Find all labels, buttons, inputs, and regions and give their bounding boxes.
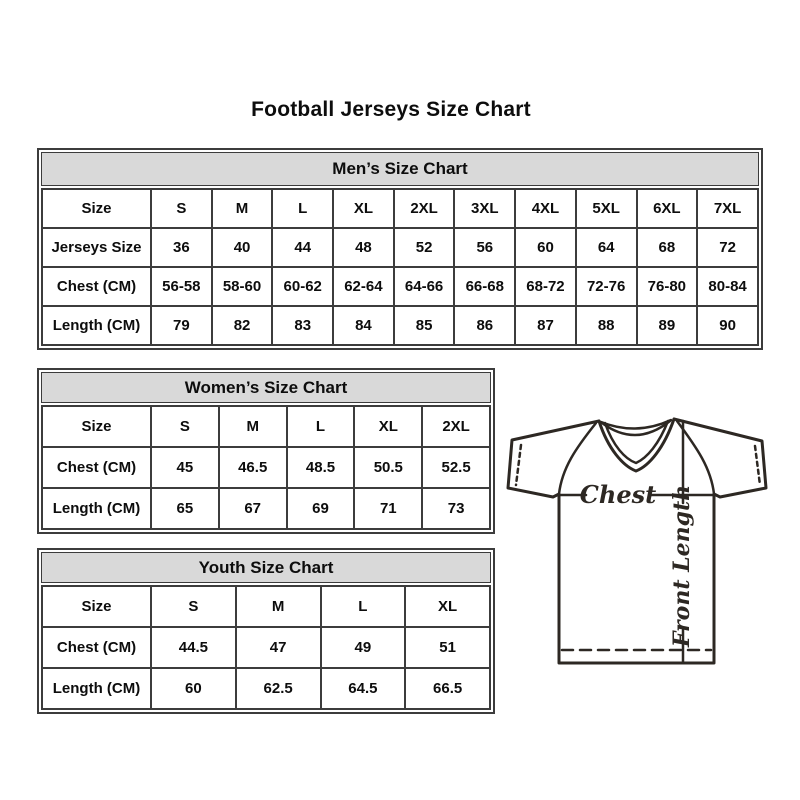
- table-row: [42, 447, 490, 488]
- womens-size-chart-table: [37, 368, 495, 534]
- jersey-measurement-diagram: [504, 406, 776, 674]
- table-row: [42, 488, 490, 529]
- value-cell: 72: [697, 228, 758, 267]
- value-cell: 51: [405, 627, 490, 668]
- value-cell: 64.5: [321, 668, 406, 709]
- value-cell: 89: [637, 306, 698, 345]
- value-cell: 40: [212, 228, 273, 267]
- value-cell: 64: [576, 228, 637, 267]
- value-cell: 66-68: [454, 267, 515, 306]
- row-label-cell: Size: [42, 189, 151, 228]
- value-cell: 62.5: [236, 668, 321, 709]
- value-cell: 48: [333, 228, 394, 267]
- value-cell: 44: [272, 228, 333, 267]
- youth-table-header: Youth Size Chart: [41, 552, 491, 583]
- value-cell: 56-58: [151, 267, 212, 306]
- value-cell: S: [151, 406, 219, 447]
- value-cell: 60: [151, 668, 236, 709]
- value-cell: 73: [422, 488, 490, 529]
- value-cell: 68-72: [515, 267, 576, 306]
- front-length-label: Front Length: [669, 484, 695, 648]
- table-row: [42, 668, 490, 709]
- value-cell: M: [219, 406, 287, 447]
- jersey-outline-svg: [504, 406, 776, 674]
- value-cell: S: [151, 189, 212, 228]
- value-cell: 2XL: [394, 189, 455, 228]
- table-row: [42, 189, 758, 228]
- value-cell: 36: [151, 228, 212, 267]
- row-label-cell: Length (CM): [42, 668, 151, 709]
- value-cell: 82: [212, 306, 273, 345]
- value-cell: 65: [151, 488, 219, 529]
- row-label-cell: Chest (CM): [42, 447, 151, 488]
- value-cell: 44.5: [151, 627, 236, 668]
- table-row: [42, 306, 758, 345]
- jersey-body-outline: [508, 419, 766, 663]
- value-cell: L: [272, 189, 333, 228]
- value-cell: 76-80: [637, 267, 698, 306]
- womens-table-header: Women’s Size Chart: [41, 372, 491, 403]
- value-cell: 45: [151, 447, 219, 488]
- value-cell: 62-64: [333, 267, 394, 306]
- jersey-left-sleeve-stitch: [516, 445, 521, 485]
- table-row: [42, 627, 490, 668]
- value-cell: 3XL: [454, 189, 515, 228]
- value-cell: 49: [321, 627, 406, 668]
- value-cell: 56: [454, 228, 515, 267]
- table-row: [42, 406, 490, 447]
- value-cell: 60: [515, 228, 576, 267]
- value-cell: 52.5: [422, 447, 490, 488]
- value-cell: 83: [272, 306, 333, 345]
- value-cell: 85: [394, 306, 455, 345]
- row-label-cell: Size: [42, 406, 151, 447]
- value-cell: 79: [151, 306, 212, 345]
- value-cell: 66.5: [405, 668, 490, 709]
- table-row: [42, 228, 758, 267]
- value-cell: 52: [394, 228, 455, 267]
- row-label-cell: Jerseys Size: [42, 228, 151, 267]
- value-cell: 72-76: [576, 267, 637, 306]
- table-row: [42, 267, 758, 306]
- value-cell: XL: [333, 189, 394, 228]
- mens-table-header: Men’s Size Chart: [41, 152, 759, 186]
- table-row: [42, 586, 490, 627]
- value-cell: 84: [333, 306, 394, 345]
- page-title: Football Jerseys Size Chart: [251, 98, 531, 121]
- value-cell: XL: [405, 586, 490, 627]
- value-cell: 50.5: [354, 447, 422, 488]
- chest-label: Chest: [579, 480, 657, 509]
- value-cell: 46.5: [219, 447, 287, 488]
- value-cell: 80-84: [697, 267, 758, 306]
- youth-size-chart-table: [37, 548, 495, 714]
- mens-size-grid: [41, 188, 759, 346]
- value-cell: 87: [515, 306, 576, 345]
- value-cell: L: [321, 586, 406, 627]
- value-cell: 71: [354, 488, 422, 529]
- row-label-cell: Chest (CM): [42, 267, 151, 306]
- value-cell: 7XL: [697, 189, 758, 228]
- row-label-cell: Chest (CM): [42, 627, 151, 668]
- value-cell: 60-62: [272, 267, 333, 306]
- value-cell: 47: [236, 627, 321, 668]
- value-cell: L: [287, 406, 355, 447]
- jersey-right-sleeve-stitch: [755, 446, 760, 485]
- value-cell: 69: [287, 488, 355, 529]
- value-cell: M: [212, 189, 273, 228]
- value-cell: 88: [576, 306, 637, 345]
- row-label-cell: Size: [42, 586, 151, 627]
- value-cell: 90: [697, 306, 758, 345]
- value-cell: M: [236, 586, 321, 627]
- value-cell: 58-60: [212, 267, 273, 306]
- value-cell: 2XL: [422, 406, 490, 447]
- value-cell: 6XL: [637, 189, 698, 228]
- womens-size-grid: [41, 405, 491, 530]
- row-label-cell: Length (CM): [42, 306, 151, 345]
- value-cell: XL: [354, 406, 422, 447]
- row-label-cell: Length (CM): [42, 488, 151, 529]
- value-cell: 86: [454, 306, 515, 345]
- value-cell: 48.5: [287, 447, 355, 488]
- value-cell: 5XL: [576, 189, 637, 228]
- value-cell: 4XL: [515, 189, 576, 228]
- mens-size-chart-table: [37, 148, 763, 350]
- value-cell: 68: [637, 228, 698, 267]
- value-cell: 67: [219, 488, 287, 529]
- youth-size-grid: [41, 585, 491, 710]
- value-cell: 64-66: [394, 267, 455, 306]
- value-cell: S: [151, 586, 236, 627]
